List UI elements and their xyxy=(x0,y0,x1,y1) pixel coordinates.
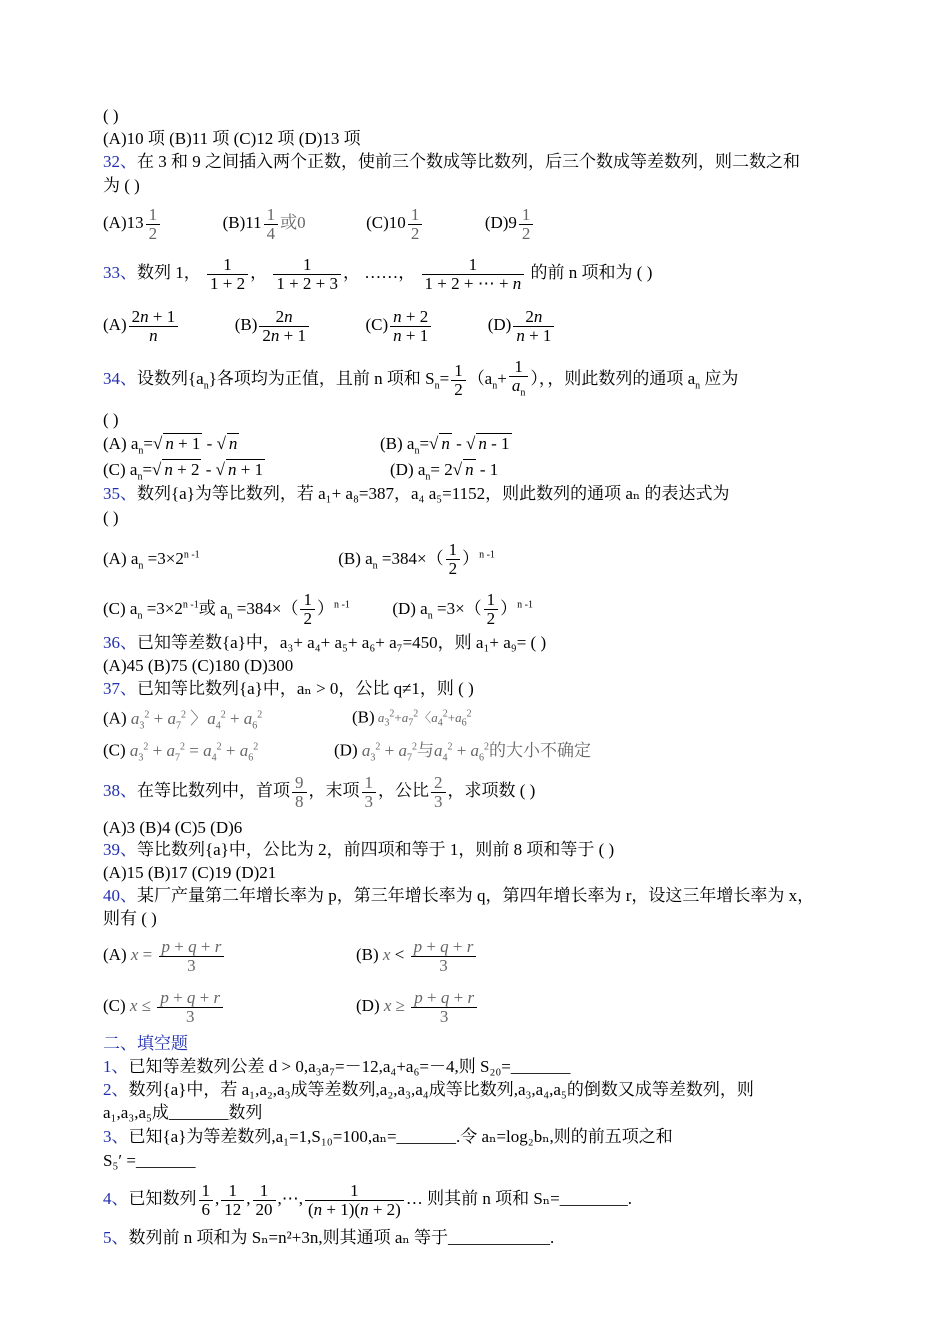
fill-2-cont: a₁,a₃,a₅成_______数列 xyxy=(103,1103,263,1122)
fill-4: 4、已知数列 $\frac{1}{6}$ , $\frac{1}{12}$ , $\frac{1}{20}$ ,⋯, $\frac{1}{(n + 1)(n + 2)}$ … 则其前 n 项和 Sₙ=________. xyxy=(103,1180,632,1219)
q40-option-a: (A) x = $\frac{p + q + r}{3}$ xyxy=(103,932,226,978)
q40-option-d: (D) x ≥ $\frac{p + q + r}{3}$ xyxy=(356,983,479,1029)
q35-options-cd: (C) $a_n =3\times 2^{n -1}$或 $a_n =384\times$（ $\frac{1}{2}$ ）$^{n -1}$ (D) $a_n =3\times$（ $\frac{1}{2}$ ）$^{n -1}$ xyxy=(103,590,534,629)
q38-stem: 38、在等比数列中，首项 $\frac{9}{8}$ ，末项 $\frac{1}{3}$ ，公比 $\frac{2}{3}$ ，求项数 ( ) xyxy=(103,772,536,811)
q37-option-c: (C) $a_3^2 + a_7^2 = a_4^2 + a_6^2$ xyxy=(103,740,259,764)
q33-options: (A) $\frac{2n + 1}{n}$ (B) $\frac{2n}{2n + 1}$ (C) $\frac{n + 2}{n + 1}$ (D) $\frac{2n}{n + 1}$ xyxy=(103,302,556,348)
q32-number: 32、 xyxy=(103,152,137,171)
fill-3-cont: S₅′ =_______ xyxy=(103,1151,196,1170)
q37-option-d: (D) $a_3^2 + a_7^2$与$a_4^2 + a_6^2$的大小不确定 xyxy=(334,740,592,764)
q40-stem: 40、某厂产量第二年增长率为 p，第三年增长率为 q，第四年增长率为 r，设这三年增长率为 x， xyxy=(103,886,815,905)
q32-option-b: (B)11 $\frac{1}{4}$ 或0 xyxy=(222,204,306,243)
q40-option-c: (C) x ≤ $\frac{p + q + r}{3}$ xyxy=(103,983,225,1029)
q36-options: (A)45 (B)75 (C)180 (D)300 xyxy=(103,656,294,675)
fill-2: 2、数列{a}中，若 a₁,a₂,a₃成等差数列,a₂,a₃,a₄成等比数列,a₃,a₄,a₅的倒数又成等差数列，则 xyxy=(103,1080,754,1099)
q40-stem-2: 则有 ( ) xyxy=(103,909,157,928)
q38-options: (A)3 (B)4 (C)5 (D)6 xyxy=(103,818,243,837)
q40-option-b: (B) x < $\frac{p + q + r}{3}$ xyxy=(356,932,478,978)
q35-options-ab: (A) $a_n =3\times 2^{n -1}$ (B) $a_n =384\times$（ $\frac{1}{2}$ ）$^{n -1}$ xyxy=(103,540,495,579)
q34-stem: 34、设数列$\{a_n\}$各项均为正值，且前 n 项和 $S_n=$ $\frac{1}{2}$ （$a_n+$ $\frac{1}{a_n}$ ），，则此数列的通项 $a_n$ 应为 xyxy=(103,356,738,402)
q32-stem xyxy=(103,152,800,172)
q34-option-d: (D) $a_n= 2√$ n - 1 xyxy=(390,460,499,483)
q36-stem: 36、已知等差数{a}中，a₃+ a₄+ a₅+ a₆+ a₇=450，则 a₁+ a₉= ( ) xyxy=(103,633,547,652)
fill-5: 5、数列前 n 项和为 Sₙ=n²+3n,则其通项 aₙ 等于____________. xyxy=(103,1228,555,1247)
q34-option-b: (B) $a_n=√$ n - √ n - 1 xyxy=(380,434,510,457)
q35-paren: ( ) xyxy=(103,508,119,527)
q32-option-a: (A)13 $\frac{1}{2}$ xyxy=(103,213,162,232)
answer-paren: ( ) xyxy=(103,106,119,125)
q34-option-c: (C) $a_n=√$ n + 2 - √ n + 1 xyxy=(103,460,264,483)
q34-option-a: (A) $a_n=√$ n + 1 - √ n xyxy=(103,434,238,457)
fill-1: 1、已知等差数列公差 d > 0,a₃a₇=－12,a₄+a₆=－4,则 S₂₀=_______ xyxy=(103,1057,571,1076)
q32-options xyxy=(103,200,535,246)
section-title: 二、填空题 xyxy=(103,1034,188,1053)
q37-option-b: (B) $a_3^2+a_7^2$〈$a_4^2+a_6^2$ xyxy=(352,707,472,729)
q32-text: 在 3 和 9 之间插入两个正数，使前三个数成等比数列，后三个数成等差数列，则二数之和 xyxy=(137,152,800,171)
q32-option-c: (C)10 $\frac{1}{2}$ xyxy=(366,213,424,232)
q34-paren: ( ) xyxy=(103,410,119,429)
q33-stem: 33、数列 1， $\frac{1}{1 + 2}$ ， $\frac{1}{1 + 2 + 3}$ ， ……， $\frac{1}{1 + 2 + \cdots + n}$ 的前 n 项和为 ( ) xyxy=(103,254,653,293)
q39-options: (A)15 (B)17 (C)19 (D)21 xyxy=(103,863,277,882)
q33-number: 33、 xyxy=(103,263,137,282)
q39-stem: 39、等比数列{a}中，公比为 2，前四项和等于 1，则前 8 项和等于 ( ) xyxy=(103,840,615,859)
q37-option-a: (A) $a_3^2 + a_7^2$ 〉$a_4^2 + a_6^2$ xyxy=(103,708,263,732)
q35-stem: 35、数列{a}为等比数列，若 a₁+ a₈=387，a₄ a₅=1152，则此数列的通项 aₙ 的表达式为 xyxy=(103,484,730,503)
q32-stem-2: 为 ( ) xyxy=(103,176,140,195)
q37-stem: 37、已知等比数列{a}中，aₙ > 0，公比 q≠1，则 ( ) xyxy=(103,679,474,698)
q32-option-d: (D)9 $\frac{1}{2}$ xyxy=(485,213,536,232)
q31-options: (A)10 项 (B)11 项 (C)12 项 (D)13 项 xyxy=(103,129,361,148)
fill-3: 3、已知{a}为等差数列,a₁=1,S₁₀=100,aₙ=_______.令 aₙ=log₂bₙ,则的前五项之和 xyxy=(103,1127,673,1146)
